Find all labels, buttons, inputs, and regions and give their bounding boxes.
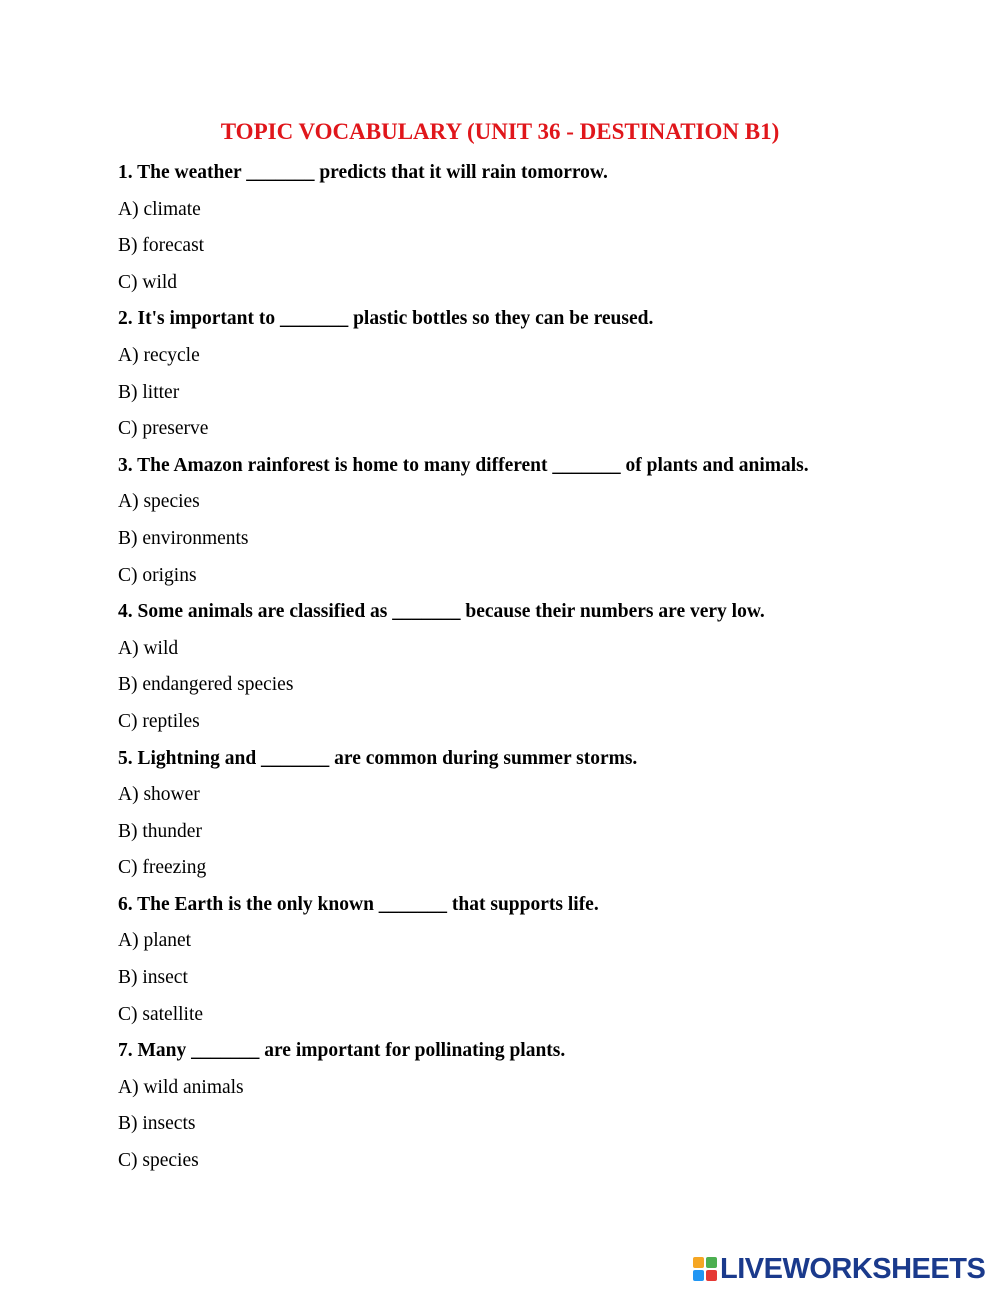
answer-option[interactable]: C) preserve	[118, 418, 209, 440]
answer-option[interactable]: C) freezing	[118, 857, 207, 879]
question-prompt: 3. The Amazon rainforest is home to many different _______ of plants and animals.	[118, 454, 809, 476]
logo-square	[693, 1270, 704, 1281]
answer-option[interactable]: B) thunder	[118, 820, 202, 842]
answer-option[interactable]: A) wild	[118, 637, 179, 659]
answer-option[interactable]: B) litter	[118, 381, 180, 403]
question-prompt: 6. The Earth is the only known _______ that supports life.	[118, 893, 599, 915]
liveworksheets-logo-icon	[693, 1257, 717, 1281]
answer-option[interactable]: A) wild animals	[118, 1076, 244, 1098]
liveworksheets-brand	[693, 1254, 985, 1284]
question-prompt: 1. The weather _______ predicts that it will rain tomorrow.	[118, 162, 608, 183]
answer-option[interactable]: C) reptiles	[118, 710, 200, 732]
logo-square	[706, 1257, 717, 1268]
answer-option[interactable]: A) shower	[118, 784, 200, 806]
logo-square	[693, 1257, 704, 1268]
answer-option[interactable]: C) wild	[118, 271, 178, 293]
question-prompt: 5. Lightning and _______ are common during summer storms.	[118, 747, 638, 769]
answer-option[interactable]: B) insect	[118, 967, 188, 989]
answer-option[interactable]: B) insects	[118, 1113, 196, 1135]
answer-option[interactable]: C) species	[118, 1150, 199, 1172]
answer-option[interactable]: A) planet	[118, 930, 192, 952]
answer-option[interactable]: B) forecast	[118, 235, 205, 257]
answer-option[interactable]: A) climate	[118, 198, 201, 220]
answer-option[interactable]: A) species	[118, 491, 200, 513]
answer-option[interactable]: A) recycle	[118, 344, 200, 366]
question-prompt: 2. It's important to _______ plastic bottles so they can be reused.	[118, 308, 654, 330]
brand-name: LIVEWORKSHEETS	[720, 1253, 986, 1285]
answer-option[interactable]: B) endangered species	[118, 674, 294, 696]
question-prompt: 7. Many _______ are important for pollinating plants.	[118, 1040, 566, 1062]
logo-square	[706, 1270, 717, 1281]
question-list	[118, 157, 978, 1182]
page-title: TOPIC VOCABULARY (UNIT 36 - DESTINATION B1)	[220, 119, 780, 144]
question-prompt: 4. Some animals are classified as _______ because their numbers are very low.	[118, 601, 765, 623]
answer-option[interactable]: C) origins	[118, 564, 197, 586]
answer-option[interactable]: C) satellite	[118, 1003, 204, 1025]
answer-option[interactable]: B) environments	[118, 527, 249, 549]
